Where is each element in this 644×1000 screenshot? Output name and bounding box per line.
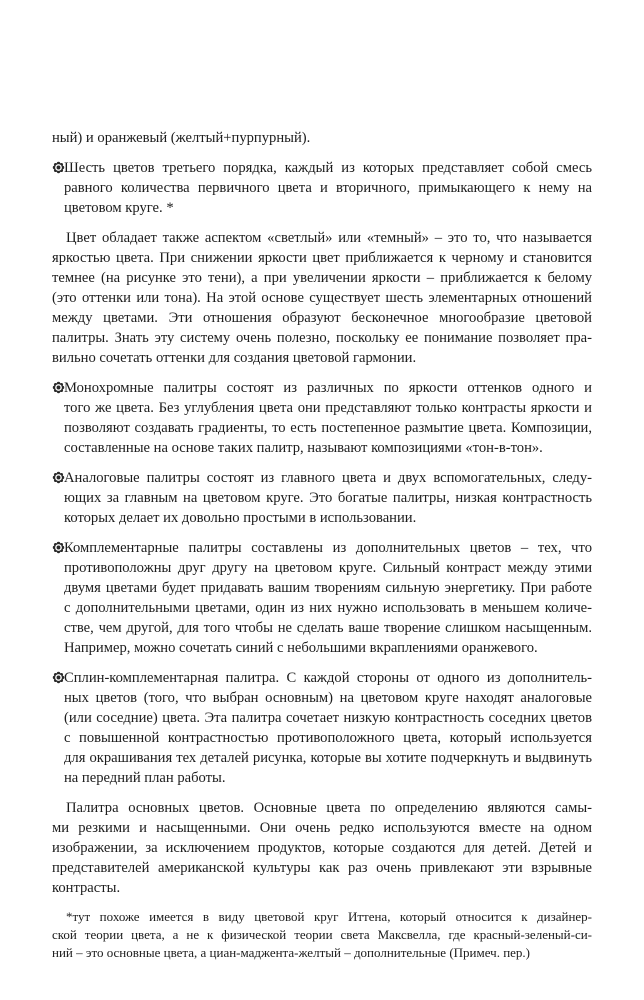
footnote-line: [52, 908, 592, 926]
text-line: [52, 508, 592, 528]
bullet-paragraph: [52, 158, 592, 218]
text-line: [52, 128, 592, 148]
text-line: [52, 618, 592, 638]
footnote-text: ской теории цвета, а не к физической теории света Максвелла, где красный-зеленый-си-: [52, 927, 592, 942]
text-line: [52, 438, 592, 458]
footnote-line: [52, 926, 592, 944]
line-text: (или соседние) цвета. Эта палитра сочетает низкую контрастность соседних цветов: [64, 710, 592, 726]
text-line: [52, 858, 592, 878]
line-text: палитры. Знать эту систему очень полезно, поскольку ее понимание позволяет пра-: [52, 330, 592, 346]
footnote-line: [52, 944, 592, 962]
flower-bullet-icon: [52, 671, 65, 684]
line-text: Палитра основных цветов. Основные цвета по определению являются самы-: [66, 800, 592, 816]
line-text: цветовом круге. *: [64, 200, 174, 216]
text-line: [52, 688, 592, 708]
line-text: темнее (на рисунке это тени), а при увеличении яркости – приближается к белому: [52, 270, 592, 286]
text-line: [52, 178, 592, 198]
paragraph: [52, 228, 592, 368]
footnote-text: ний – это основные цвета, а циан-маджента-желтый – дополнительные (Примеч. пер.): [52, 945, 531, 960]
bullet-paragraph: [52, 538, 592, 658]
line-text: вильно сочетать оттенки для создания цветовой гармонии.: [52, 350, 417, 366]
text-line: [52, 308, 592, 328]
text-line: [52, 158, 592, 178]
line-text: для окрашивания тех деталей рисунка, которые вы хотите подчеркнуть и выдвинуть: [64, 750, 592, 766]
paragraph: [52, 128, 592, 148]
line-text: Комплементарные палитры составлены из дополнительных цветов – тех, что: [64, 540, 592, 556]
flower-bullet-icon: [52, 161, 65, 174]
bullet-paragraph: [52, 378, 592, 458]
text-line: [52, 488, 592, 508]
text-line: [52, 228, 592, 248]
document-page: [52, 128, 592, 962]
line-text: представителей американской культуры как раз очень привлекают эти взрывные: [52, 860, 592, 876]
line-text: равного количества первичного цвета и вторичного, примыкающего к нему на: [64, 180, 592, 196]
text-line: [52, 748, 592, 768]
text-line: [52, 418, 592, 438]
line-text: составленные на основе таких палитр, называют композициями «тон-в-тон».: [64, 440, 543, 456]
text-line: [52, 668, 592, 688]
text-line: [52, 468, 592, 488]
line-text: двумя цветами будет придавать вашим творениям сильную энергетику. При работе: [64, 580, 592, 596]
line-text: противоположны друг другу на цветовом круге. Сильный контраст между этими: [64, 560, 592, 576]
line-text: того же цвета. Без углубления цвета они представляют только контрасты яркости и: [64, 400, 592, 416]
line-text: Аналоговые палитры состоят из главного цвета и двух вспомогательных, следу-: [64, 470, 592, 486]
bullet-paragraph: [52, 668, 592, 788]
paragraph: [52, 798, 592, 898]
flower-bullet-icon: [52, 541, 65, 554]
line-text: ных цветов (того, что выбран основным) на цветовом круге находят аналоговые: [64, 690, 592, 706]
text-line: [52, 538, 592, 558]
line-text: ный) и оранжевый (желтый+пурпурный).: [52, 130, 311, 146]
flower-bullet-icon: [52, 471, 65, 484]
footnote: [52, 908, 592, 962]
line-text: (это оттенки или тона). На этой основе существует шесть элементарных отношений: [52, 290, 592, 306]
line-text: яркостью цвета. При снижении яркости цвет приближается к черному и становится: [52, 250, 592, 266]
line-text: Шесть цветов третьего порядка, каждый из которых представляет собой смесь: [64, 160, 592, 176]
text-line: [52, 638, 592, 658]
text-line: [52, 288, 592, 308]
text-line: [52, 798, 592, 818]
footnote-text: *тут похоже имеется в виду цветовой круг Иттена, который относится к дизайнер-: [66, 909, 592, 924]
line-text: Монохромные палитры состоят из различных по яркости оттенков одного и: [64, 380, 592, 396]
flower-bullet-icon: [52, 381, 65, 394]
text-line: [52, 768, 592, 788]
text-line: [52, 838, 592, 858]
line-text: ми резкими и насыщенными. Они очень редко используются вместе на одном: [52, 820, 592, 836]
text-line: [52, 198, 592, 218]
line-text: между цветами. Эти отношения образуют бесконечное многообразие цветовой: [52, 310, 592, 326]
text-line: [52, 328, 592, 348]
line-text: с повышенной контрастностью противоположного цвета, который используется: [64, 730, 592, 746]
text-line: [52, 598, 592, 618]
line-text: позволяют создавать градиенты, то есть постепенное размытие цвета. Композиции,: [64, 420, 592, 436]
text-line: [52, 378, 592, 398]
line-text: с дополнительными цветами, один из них нужно использовать в меньшем количе-: [64, 600, 592, 616]
line-text: изображении, за исключением продуктов, которые создаются для детей. Детей и: [52, 840, 592, 856]
line-text: стве, чем другой, для того чтобы не сделать ваше творение слишком насыщенным.: [64, 620, 592, 636]
text-line: [52, 818, 592, 838]
text-line: [52, 878, 592, 898]
line-text: контрасты.: [52, 880, 121, 896]
line-text: Например, можно сочетать синий с небольшими вкраплениями оранжевого.: [64, 640, 538, 656]
text-line: [52, 248, 592, 268]
line-text: Цвет обладает также аспектом «светлый» или «темный» – это то, что называется: [66, 230, 592, 246]
line-text: ющих за главным на цветовом круге. Это богатые палитры, низкая контрастность: [64, 490, 592, 506]
text-line: [52, 348, 592, 368]
text-line: [52, 578, 592, 598]
line-text: на передний план работы.: [64, 770, 226, 786]
text-line: [52, 708, 592, 728]
line-text: Сплин-комплементарная палитра. С каждой стороны от одного из дополнитель-: [64, 670, 592, 686]
text-line: [52, 728, 592, 748]
text-line: [52, 558, 592, 578]
bullet-paragraph: [52, 468, 592, 528]
text-line: [52, 268, 592, 288]
text-line: [52, 398, 592, 418]
line-text: которых делает их довольно простыми в использовании.: [64, 510, 417, 526]
